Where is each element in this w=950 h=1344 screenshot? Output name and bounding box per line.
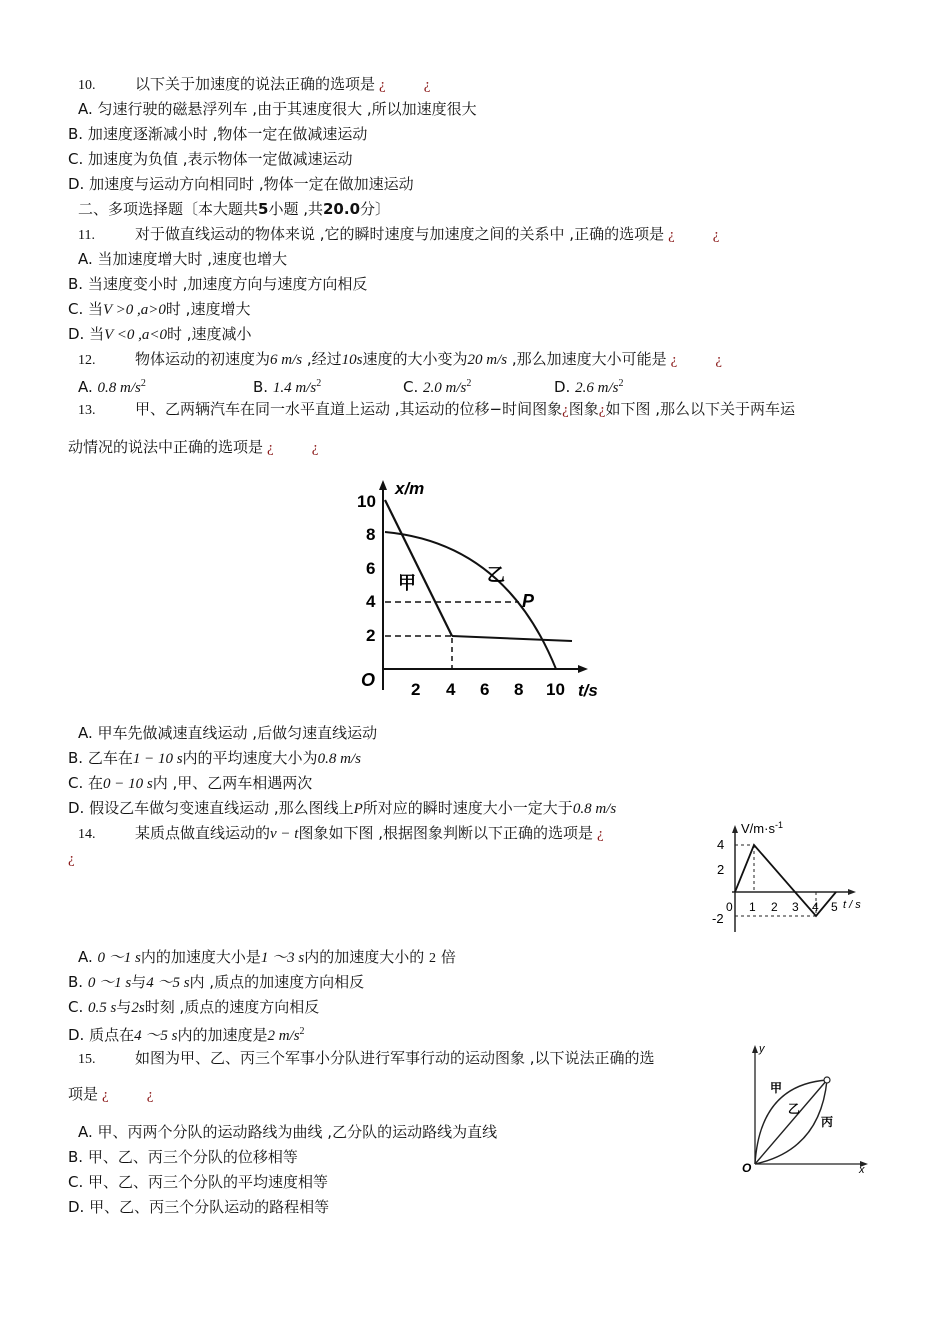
xt-xtick-4: 4 <box>446 680 456 699</box>
q15-stem-line2: 项是 ¿ ¿ <box>68 1085 154 1103</box>
q15-option-b: B. 甲、乙、丙三个分队的位移相等 <box>68 1148 298 1166</box>
vt-xtick-5: 5 <box>831 900 838 914</box>
route-graph <box>735 1040 875 1175</box>
q11-stem: 对于做直线运动的物体来说 ,它的瞬时速度与加速度之间的关系中 ,正确的选项是 ¿ ¿ <box>135 225 720 243</box>
vt-ytick-4: 4 <box>717 837 725 852</box>
route-line-yi <box>755 1080 827 1164</box>
vt-graph <box>712 816 872 938</box>
xt-line-jia-segment1 <box>385 500 452 636</box>
route-label-jia: 甲 <box>770 1081 783 1095</box>
xt-ytick-6: 6 <box>366 559 376 578</box>
vt-xtick-3: 3 <box>792 900 799 914</box>
vt-x-label: t / s <box>843 899 861 911</box>
q12-option-a: A. 0.8 $m/s^2$ <box>78 378 146 396</box>
q10-option-c: C. 加速度为负值 ,表示物体一定做减速运动 <box>68 150 353 168</box>
vt-y-label: $V/m\cdot s^{-1}$ <box>741 820 783 836</box>
q14-stem-mark: ¿ <box>68 851 75 867</box>
route-origin: O <box>742 1161 752 1175</box>
xt-label-jia: 甲 <box>398 573 416 593</box>
vt-ytick-neg2: -2 <box>712 911 724 926</box>
vt-xtick-0: 0 <box>726 900 733 914</box>
xt-ytick-8: 8 <box>366 525 376 544</box>
vt-ytick-2: 2 <box>717 862 725 877</box>
q13-number: 13. <box>78 403 96 418</box>
xt-x-label: t/s <box>578 681 598 700</box>
q11-option-b: B. 当速度变小时 ,加速度方向与速度方向相反 <box>68 275 368 293</box>
xt-origin: O <box>361 670 376 690</box>
q10-option-a: A. 匀速行驶的磁悬浮列车 ,由于其速度很大 ,所以加速度很大 <box>78 100 477 118</box>
q10-number: 10. <box>78 78 96 93</box>
route-label-bing: 丙 <box>821 1115 834 1129</box>
q11-option-d: D. 当V <0 ,a<0时 ,速度减小 <box>68 325 252 343</box>
vt-y-arrow <box>732 825 738 833</box>
q13-stem-line2: 动情况的说法中正确的选项是 ¿ ¿ <box>68 438 319 456</box>
q11-number: 11. <box>78 228 95 243</box>
route-y-label: y <box>759 1043 765 1055</box>
xt-label-p: P <box>522 591 535 611</box>
q15-number: 15. <box>78 1052 96 1067</box>
vt-xtick-2: 2 <box>771 900 778 914</box>
vt-xtick-1: 1 <box>749 900 756 914</box>
route-label-yi: 乙 <box>788 1102 801 1116</box>
vt-x-arrow <box>848 889 856 895</box>
xt-graph <box>345 468 610 708</box>
q15-option-c: C. 甲、乙、丙三个分队的平均速度相等 <box>68 1173 329 1191</box>
q13-option-a: A. 甲车先做减速直线运动 ,后做匀速直线运动 <box>78 724 378 742</box>
q13-stem-line1: 甲、乙两辆汽车在同一水平直道上运动 ,其运动的位移−时间图象¿图象¿如下图 ,那么以下关于两车运 <box>135 400 796 418</box>
vt-xtick-4: 4 <box>812 900 819 914</box>
xt-label-yi: 乙 <box>487 565 505 585</box>
q14-option-a: A. 0 ～1 s内的加速度大小是1 ～3 s内的加速度大小的 2 倍 <box>78 948 456 966</box>
route-x-label: x <box>859 1164 865 1175</box>
xt-xtick-10: 10 <box>546 680 565 699</box>
q12-number: 12. <box>78 353 96 368</box>
q14-option-b: B. 0 ～1 s与4 ～5 s内 ,质点的加速度方向相反 <box>68 973 365 991</box>
q12-option-b: B. 1.4 $m/s^2$ <box>253 378 322 396</box>
q15-stem-line1: 如图为甲、乙、丙三个军事小分队进行军事行动的运动图象 ,以下说法正确的选 <box>135 1049 655 1067</box>
xt-y-label: x/m <box>395 479 425 498</box>
q13-option-b: B. 乙车在1 − 10 s内的平均速度大小为0.8 m/s <box>68 749 361 767</box>
xt-ytick-4: 4 <box>366 592 376 611</box>
q12-option-c: C. 2.0 $m/s^2$ <box>403 378 472 396</box>
q14-number: 14. <box>78 827 96 842</box>
q14-option-c: C. 0.5 s与2s时刻 ,质点的速度方向相反 <box>68 998 320 1016</box>
q12-option-d: D. 2.6 $m/s^2$ <box>554 378 624 396</box>
q13-option-d: D. 假设乙车做匀变速直线运动 ,那么图线上P所对应的瞬时速度大小一定大于0.8 m/s <box>68 799 617 817</box>
xt-y-arrow <box>379 480 387 490</box>
xt-ytick-10: 10 <box>357 492 376 511</box>
q14-stem: 某质点做直线运动的v − t图象如下图 ,根据图象判断以下正确的选项是 ¿ <box>135 824 604 842</box>
xt-xtick-2: 2 <box>411 680 421 699</box>
xt-x-arrow <box>578 665 588 673</box>
xt-xtick-8: 8 <box>514 680 524 699</box>
q10-option-d: D. 加速度与运动方向相同时 ,物体一定在做加速运动 <box>68 175 414 193</box>
xt-xtick-6: 6 <box>480 680 490 699</box>
section-heading: 二、多项选择题〔本大题共5小题 ,共20.0分〕 <box>78 200 391 218</box>
route-y-arrow <box>752 1045 758 1053</box>
q13-option-c: C. 在0 − 10 s内 ,甲、乙两车相遇两次 <box>68 774 313 792</box>
q12-stem: 物体运动的初速度为6 m/s ,经过10s速度的大小变为20 m/s ,那么加速度大小可能是 ¿ ¿ <box>135 350 722 368</box>
route-end-point <box>824 1077 830 1083</box>
q15-option-d: D. 甲、乙、丙三个分队运动的路程相等 <box>68 1198 330 1216</box>
xt-line-jia-segment2 <box>452 636 572 641</box>
xt-ytick-2: 2 <box>366 626 376 645</box>
q10-option-b: B. 加速度逐渐减小时 ,物体一定在做减速运动 <box>68 125 368 143</box>
q15-option-a: A. 甲、丙两个分队的运动路线为曲线 ,乙分队的运动路线为直线 <box>78 1123 498 1141</box>
q10-stem: 以下关于加速度的说法正确的选项是 ¿ ¿ <box>135 75 431 93</box>
q14-option-d: D. 质点在4 ～5 s内的加速度是2 $m/s^2$ <box>68 1026 305 1044</box>
q11-option-a: A. 当加速度增大时 ,速度也增大 <box>78 250 288 268</box>
q11-option-c: C. 当V >0 ,a>0时 ,速度增大 <box>68 300 251 318</box>
